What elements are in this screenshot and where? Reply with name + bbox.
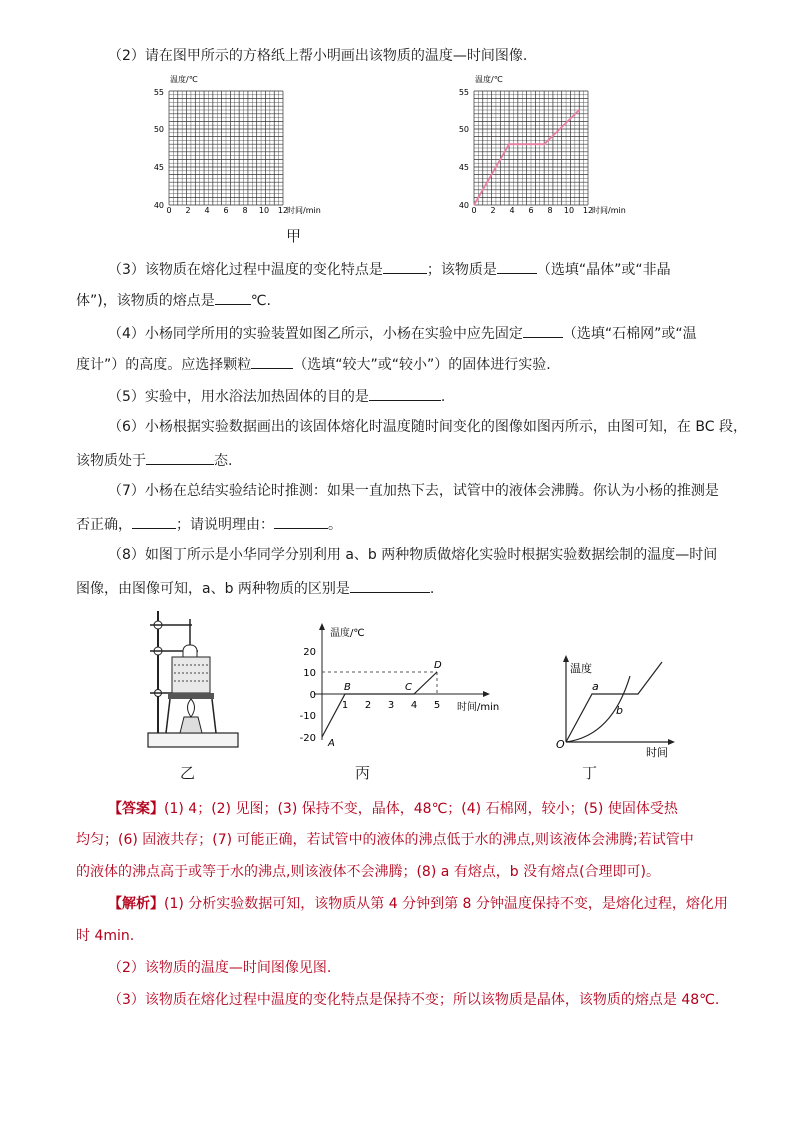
q7-text-a: 否正确， [76, 517, 132, 533]
asbestos-gauze [168, 693, 214, 699]
q8-text-a: 图像，由图像可知，a、b 两种物质的区别是 [76, 581, 350, 597]
grid-left-yticks [154, 88, 164, 210]
question-3-line-2 [76, 289, 271, 311]
bing-xtick: 5 [433, 700, 441, 711]
answer-text-1: (1) 4；(2) 见图；(3) 保持不变，晶体，48℃；(4) 石棉网，较小；(5) 使固体受热 [164, 801, 678, 817]
question-2-text: （2）请在图甲所示的方格纸上帮小明画出该物质的温度—时间图像. [108, 48, 528, 64]
q7-blank-1[interactable] [132, 513, 176, 529]
q5-text-a: （5）实验中，用水浴法加热固体的目的是 [108, 389, 369, 405]
answer-label: 【答案】 [108, 801, 164, 817]
bing-xtick: 2 [364, 700, 372, 711]
ding-ylabel: 温度 [570, 662, 592, 675]
grid-left-xtick: 10 [258, 206, 270, 215]
question-7-line-2 [76, 513, 342, 535]
q5-text-b: . [440, 389, 446, 405]
grid-right-xtick: 10 [563, 206, 575, 215]
grid-right-ylabel: 温度/℃ [475, 75, 503, 84]
caption-jia: 甲 [286, 227, 302, 245]
bing-ytick: 10 [303, 668, 316, 679]
bing-ytick: 20 [303, 647, 316, 658]
bing-ytick: 0 [309, 690, 316, 701]
beaker [172, 657, 210, 693]
q3-text-b: ；该物质是 [426, 262, 497, 278]
grid-left-ytick: 55 [153, 88, 164, 97]
q4-text-b: （选填“石棉网”或“温 [562, 326, 697, 342]
grid-left-xtick: 4 [204, 206, 210, 215]
grid-right-xlabel: 时间/min [592, 206, 626, 215]
ding-label-b: b [616, 704, 623, 717]
ding-label-a: a [592, 680, 599, 693]
question-8-line-2 [76, 577, 434, 599]
q4-text-a: （4）小杨同学所用的实验装置如图乙所示，小杨在实验中应先固定 [108, 326, 523, 342]
grid-right-xtick: 6 [528, 206, 534, 215]
bing-xtick: 1 [341, 700, 349, 711]
flame-icon [188, 699, 195, 717]
q6-text-a: 该物质处于 [76, 453, 146, 469]
bing-point-a: A [328, 738, 335, 749]
analysis-text-1: (1) 分析实验数据可知，该物质从第 4 分钟到第 8 分钟温度保持不变，是熔化过程，熔化用 [164, 896, 728, 912]
q7-text-b: ；请说明理由： [176, 517, 274, 533]
q8-text-b: . [429, 581, 435, 597]
alcohol-lamp [180, 717, 202, 733]
analysis-line-4: （3）该物质在熔化过程中温度的变化特点是保持不变；所以该物质是晶体，该物质的熔点是 48℃. [108, 992, 720, 1008]
q3-text-e: ℃. [250, 293, 271, 309]
q4-blank-1[interactable] [523, 322, 563, 338]
bing-xtick: 3 [387, 700, 395, 711]
question-5-line-1 [108, 385, 445, 407]
grid-left-xtick: 2 [185, 206, 191, 215]
q7-blank-2[interactable] [274, 513, 328, 529]
grid-left-xtick: 6 [223, 206, 229, 215]
grid-right-ytick: 45 [458, 163, 469, 172]
question-4-line-2 [76, 353, 551, 375]
grid-left-xlabel: 时间/min [287, 206, 321, 215]
grid-right-xtick: 12 [582, 206, 594, 215]
caption-ding: 丁 [582, 764, 598, 782]
melting-curve-ding [552, 650, 682, 760]
grid-right-xtick: 4 [509, 206, 515, 215]
grid-right-ytick: 50 [458, 125, 469, 134]
grid-left-xticks [166, 206, 288, 215]
grid-left-ytick: 50 [153, 125, 164, 134]
q4-text-c: 度计”）的高度。应选择颗粒 [76, 357, 252, 373]
q6-blank-1[interactable] [146, 449, 214, 465]
grid-right-xtick: 8 [547, 206, 553, 215]
stand-base [148, 733, 238, 747]
bing-ytick: -20 [299, 733, 316, 744]
grid-left-xtick: 0 [166, 206, 172, 215]
bing-xlabel: 时间/min [457, 702, 500, 713]
grid-left-ytick: 45 [153, 163, 164, 172]
caption-bing: 丙 [355, 764, 371, 782]
grid-right-ytick: 55 [458, 88, 469, 97]
grid-left-paper [169, 91, 283, 205]
q3-text-c: （选填“晶体”或“非晶 [536, 262, 671, 278]
melting-curve-bing [292, 620, 522, 755]
q3-blank-2[interactable] [497, 258, 537, 274]
bing-point-c: C [405, 682, 412, 693]
q3-text-a: （3）该物质在熔化过程中温度的变化特点是 [108, 262, 383, 278]
ding-origin: O [556, 738, 565, 751]
q3-blank-3[interactable] [215, 289, 251, 305]
grid-right-ytick: 40 [458, 201, 469, 210]
answer-line-1 [108, 799, 678, 819]
grid-right-xticks [471, 206, 593, 215]
q8-blank-1[interactable] [350, 577, 430, 593]
bing-curve [322, 672, 437, 737]
bing-ylabel: 温度/℃ [330, 628, 365, 639]
question-6-line-2 [76, 449, 232, 471]
grid-right-xtick: 0 [471, 206, 477, 215]
grid-chart-answer [455, 74, 655, 219]
apparatus-figure [140, 605, 245, 755]
ding-xlabel: 时间 [646, 746, 668, 759]
bing-xtick: 4 [410, 700, 418, 711]
grid-left-xtick: 8 [242, 206, 248, 215]
q3-text-d: 体”)，该物质的熔点是 [76, 293, 215, 309]
bing-ytick: -10 [299, 711, 316, 722]
grid-chart-jia [150, 74, 350, 219]
analysis-line-1 [108, 894, 728, 914]
question-3-line-1 [108, 258, 671, 280]
question-4-line-1 [108, 322, 697, 344]
bing-point-b: B [344, 682, 351, 693]
q4-blank-2[interactable] [251, 353, 293, 369]
grid-right-paper [474, 91, 588, 205]
q3-blank-1[interactable] [383, 258, 427, 274]
q4-text-d: （选填“较大”或“较小”）的固体进行实验. [293, 357, 551, 373]
question-6-line-1: （6）小杨根据实验数据画出的该固体熔化时温度随时间变化的图像如图丙所示，由图可知，在 BC 段， [108, 419, 747, 435]
caption-yi: 乙 [180, 764, 196, 782]
q5-blank-1[interactable] [369, 385, 441, 401]
analysis-line-2: 时 4min. [76, 928, 135, 944]
analysis-line-3: （2）该物质的温度—时间图像见图. [108, 960, 332, 976]
grid-right-yticks [459, 88, 469, 210]
grid-left-ytick: 40 [153, 201, 164, 210]
question-7-line-1: （7）小杨在总结实验结论时推测：如果一直加热下去，试管中的液体会沸腾。你认为小杨的推测是 [108, 483, 719, 499]
grid-right-xtick: 2 [490, 206, 496, 215]
answer-line-3: 的液体的沸点高于或等于水的沸点,则该液体不会沸腾；(8) a 有熔点，b 没有熔点(合理即可)。 [76, 864, 661, 880]
answer-line-2: 均匀；(6) 固液共存；(7) 可能正确，若试管中的液体的沸点低于水的沸点,则该液体会沸腾;若试管中 [76, 832, 694, 848]
q6-text-b: 态. [214, 453, 233, 469]
grid-left-xtick: 12 [277, 206, 289, 215]
q7-text-c: 。 [328, 517, 342, 533]
bing-point-d: D [434, 660, 442, 671]
grid-left-ylabel: 温度/℃ [170, 75, 198, 84]
analysis-label: 【解析】 [108, 896, 164, 912]
question-8-line-1: （8）如图丁所示是小华同学分别利用 a、b 两种物质做熔化实验时根据实验数据绘制的温度—时间 [108, 547, 718, 563]
